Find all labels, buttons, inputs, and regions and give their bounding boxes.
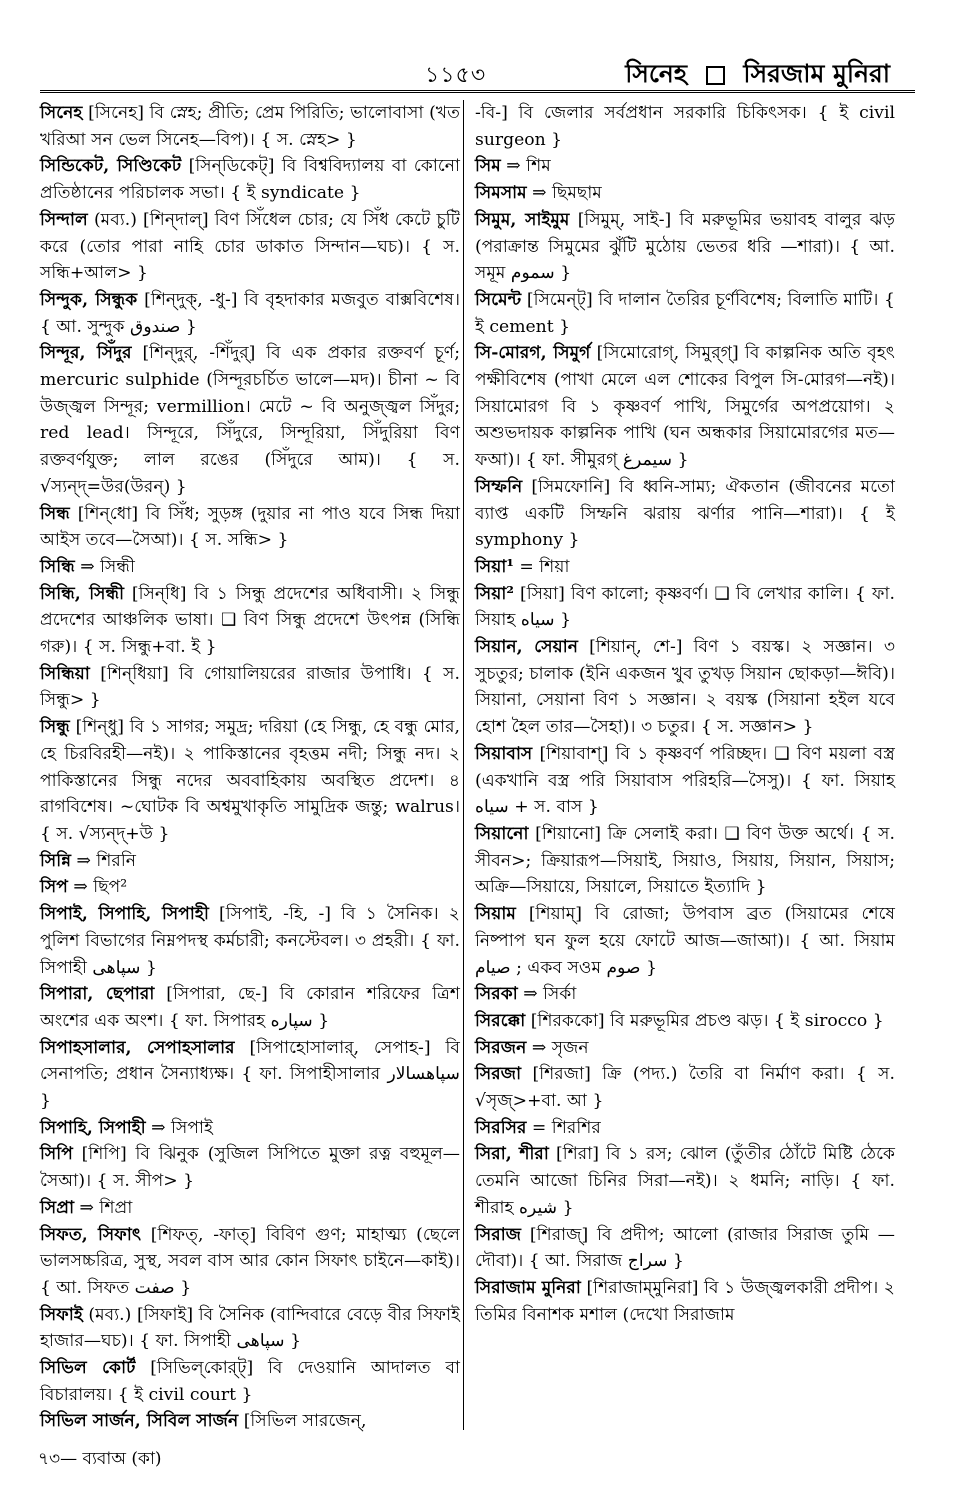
dictionary-entry bbox=[40, 153, 460, 206]
entry-definition: ⇒ সির্কা bbox=[517, 984, 577, 1005]
dictionary-entry bbox=[40, 1115, 460, 1142]
entry-definition: [শিরজা] ক্রি (পদ্য.) তৈরি বা নির্মাণ করা। { স. √সৃজ্>+বা. আ } bbox=[475, 1064, 895, 1112]
entry-definition: [সিয়া] বিণ কালো; কৃষ্ণবর্ণ। ❑ বি লেখার কালি। { ফা. সিয়াহ سیاه } bbox=[475, 583, 895, 631]
entry-headword: সিমসাম bbox=[475, 183, 527, 204]
dictionary-entry bbox=[475, 634, 895, 741]
entry-definition: (মব্য.) [শিন্‌দাল্] বিণ সিঁধেল চোর; যে সিঁধ কেটে চুটি করে (তোর পারা নাহি চোর ডাকাত সিন্দান—ঘচ)। { স. সন্ধি+আল> } bbox=[40, 209, 460, 284]
entry-headword: সিন্ডিকেট, সিণ্ডিকেট bbox=[40, 156, 182, 177]
entry-definition: [সিন্‌ধি] বি ১ সিন্ধু প্রদেশের অধিবাসী। ২ সিন্ধু প্রদেশের আঞ্চলিক ভাষা। ❑ বিণ সিন্ধু প্রদেশে উৎপন্ন (সিন্ধি গরু)। { স. সিন্ধু+বা. ই } bbox=[40, 583, 460, 658]
entry-headword: সিরসির bbox=[475, 1117, 527, 1138]
entry-definition: -বি-] বি জেলার সর্বপ্রধান সরকারি চিকিৎসক। { ই civil surgeon } bbox=[475, 103, 895, 150]
entry-definition: [শিরককো] বি মরুভূমির প্রচণ্ড ঝড়। { ই sirocco } bbox=[525, 1010, 884, 1031]
entry-definition: [শিন্‌দুক্, -ধু-] বি বৃহদাকার মজবুত বাক্সবিশেষ। { আ. সুন্দুক صندوق } bbox=[40, 289, 460, 337]
dictionary-entry bbox=[40, 1141, 460, 1194]
header-rule bbox=[40, 90, 915, 93]
dictionary-entry bbox=[475, 741, 895, 821]
entry-definition: [শিন্‌ধু] বি ১ সাগর; সমুদ্র; দরিয়া (হে সিন্ধু, হে বন্ধু মোর, হে চিরবিরহী—নই)। ২ পাকিস্তানের বৃহত্তম নদী; সিন্ধু নদ। ২ পাকিস্তানের সিন্ধু নদের অববাহিকায় অবস্থিত প্রদেশ। ৪ রাগবিশেষ। ~ঘোটক বি অশ্বমুখাকৃতি সামুদ্রিক জন্তু; walrus। { স. √স্যন্দ্‌+উ } bbox=[40, 717, 460, 844]
dictionary-entry bbox=[40, 340, 460, 500]
dictionary-entry bbox=[40, 207, 460, 287]
entry-definition: [শিন্‌ধো] বি সিঁধ; সুড়ঙ্গ (দুয়ার না পাও যবে সিন্ধ দিয়া আইস তবে—সৈআ)। { স. সন্ধি> } bbox=[40, 503, 460, 551]
entry-headword: সিপারা, ছেপারা bbox=[40, 984, 155, 1005]
entry-headword: সিয়ান, সেয়ান bbox=[475, 637, 578, 658]
entry-definition: [শিন্‌ধিয়া] বি গোয়ালিয়রের রাজার উপাধি। { স. সিন্ধু> } bbox=[40, 663, 460, 711]
page-number: ১১৫৩ bbox=[425, 63, 487, 88]
entry-headword: সিপি bbox=[40, 1144, 73, 1165]
entry-headword: সিম্ফনি bbox=[475, 476, 523, 497]
entry-definition: ⇒ সিন্ধী bbox=[74, 556, 135, 577]
entry-definition: ⇒ ছিমছাম bbox=[526, 183, 602, 204]
entry-headword: সিমেন্ট bbox=[475, 289, 522, 310]
dictionary-entry bbox=[40, 874, 460, 901]
entry-definition: [শিয়াম্] বি রোজা; উপবাস ব্রত (সিয়ামের শেষে নিষ্পাপ ঘন ফুল হয়ে ফোটে আজ—জাআ)। { আ. সিয়াম صيام ; একব সওম صوم } bbox=[475, 904, 895, 978]
dictionary-entry bbox=[475, 153, 895, 180]
entry-definition: [শিয়াবাশ্] বি ১ কৃষ্ণবর্ণ পরিচ্ছদ। ❑ বিণ ময়লা বস্ত্র (একখানি বস্ত্র পরি সিয়াবাস পরিহরি—সৈসু)। { ফা. সিয়াহ سیاه + স. বাস } bbox=[475, 743, 895, 818]
dictionary-entry bbox=[475, 981, 895, 1008]
dictionary-entry bbox=[40, 501, 460, 554]
entry-headword: সিপ্রা bbox=[40, 1197, 75, 1218]
entry-definition: [শিরাজাম্‌মুনিরা] বি ১ উজ্জ্বলকারী প্রদীপ। ২ তিমির বিনাশক মশাল (দেখো সিরাজাম bbox=[475, 1277, 895, 1325]
entry-definition: [শিয়ানো] ক্রি সেলাই করা। ❑ বিণ উক্ত অর্থে। { স. সীবন>; ক্রিয়ারূপ—সিয়াই, সিয়াও, সিয়ায়, সিয়ান, সিয়াস; অক্রি—সিয়ায়ে, সিয়ালে, সিয়াতে ইত্যাদি } bbox=[475, 823, 895, 898]
entry-definition: ⇒ সিপাই bbox=[145, 1117, 213, 1138]
entry-definition: [শিয়ান্, শে-] বিণ ১ বয়স্ক। ২ সজ্ঞান। ৩ সুচতুর; চালাক (ইনি একজন খুব তুখড় সিয়ান ছোকড়া—ঈবি)। সিয়ানা, সেয়ানা বিণ ১ সজ্ঞান। ২ বয়স্ক (সিয়ানা হইল যবে হোশ হৈল তার—সৈহা)। ৩ চতুর। { স. সজ্ঞান> } bbox=[475, 637, 895, 738]
dictionary-entry bbox=[40, 981, 460, 1034]
entry-headword: সিম bbox=[475, 156, 501, 177]
entry-headword: সিন্ধিয়া bbox=[40, 663, 90, 684]
dictionary-entry bbox=[40, 1355, 460, 1408]
entry-definition: [সিপাই, -হি, -] বি ১ সৈনিক। ২ পুলিশ বিভাগের নিম্নপদস্থ কর্মচারী; কনস্টেবল। ৩ প্রহরী। { ফা. সিপাহী سپاهی } bbox=[40, 904, 460, 978]
entry-definition: [শিরা] বি ১ রস; ঝোল (তুঁতীর ঠোঁটে মিষ্টি ঠেকে তেমনি আজো চিনির সিরা—নই)। ২ ধমনি; নাড়ি। { ফা. শীরাহ شیره } bbox=[475, 1144, 896, 1218]
entry-definition: = শিরশির bbox=[526, 1117, 601, 1138]
entry-definition: [সিমুম্, সাই-] বি মরুভূমির ভয়াবহ বালুর ঝড় (পরাক্রান্ত সিমুমের ঝুঁটি মুঠোয় ভেতর ধরি —শারা)। { আ. সমূম سموم } bbox=[475, 209, 895, 284]
dictionary-entry bbox=[40, 287, 460, 340]
dictionary-entry bbox=[475, 1222, 895, 1275]
entry-definition: [সিভিল সারজেন্, bbox=[238, 1411, 367, 1432]
dictionary-entry bbox=[475, 1141, 895, 1221]
dictionary-entry bbox=[475, 180, 895, 207]
dictionary-entry bbox=[475, 1008, 895, 1035]
entry-headword: সিভিল সার্জন, সিবিল সার্জন bbox=[40, 1411, 239, 1432]
page-header bbox=[0, 40, 960, 96]
dictionary-entry bbox=[475, 340, 895, 474]
entry-headword: সিরাজ bbox=[475, 1224, 522, 1245]
dictionary-entry bbox=[40, 848, 460, 875]
entry-headword: সিয়ানো bbox=[475, 823, 529, 844]
dictionary-entry bbox=[475, 1035, 895, 1062]
entry-headword: সিন্ধি bbox=[40, 556, 75, 577]
dictionary-entry bbox=[475, 287, 895, 340]
entry-definition: (মব্য.) [সিফাই] বি সৈনিক (বান্দিবারে বেড়ে বীর সিফাই হাজার—ঘচ)। { ফা. সিপাহী سپاهی } bbox=[40, 1304, 460, 1352]
entry-headword: সিমুম, সাইমুম bbox=[475, 209, 570, 230]
dictionary-entry bbox=[475, 554, 895, 581]
entry-headword: সিরা, শীরা bbox=[475, 1144, 549, 1165]
dictionary-entry bbox=[475, 474, 895, 554]
entry-headword: সিপ bbox=[40, 877, 68, 898]
dictionary-entry bbox=[40, 1195, 460, 1222]
entry-headword: সিয়াম bbox=[475, 904, 516, 925]
entry-headword: সিরাজাম মুনিরা bbox=[475, 1277, 581, 1298]
entry-definition: [সিমেন্‌ট্] বি দালান তৈরির চূর্ণবিশেষ; বিলাতি মাটি। { ই cement } bbox=[475, 289, 895, 337]
entry-definition: ⇒ ছিপ² bbox=[67, 877, 128, 898]
entry-definition: [শিপি] বি ঝিনুক (সুজিল সিপিতে মুক্তা রত্ন বহুমূল—সৈআ)। { স. সীপ> } bbox=[40, 1144, 460, 1192]
entry-headword: সিফাই bbox=[40, 1304, 83, 1325]
entry-definition: ⇒ শিপ্রা bbox=[74, 1197, 133, 1218]
entry-definition: [শিফত্, -ফাত্] বিবিণ গুণ; মাহাত্ম্য (ছেলে ভালসচ্চরিত্র, সুস্থ, সবল বাস আর কোন সিফাৎ চাইনে—কাই)। { আ. সিফত صفت } bbox=[40, 1224, 460, 1298]
dictionary-entry bbox=[40, 554, 460, 581]
entry-headword: সি-মোরগ, সিমুর্গ bbox=[475, 343, 591, 364]
column-divider bbox=[463, 100, 464, 1430]
entry-definition: [সিপারা, ছে-] বি কোরান শরিফের ত্রিশ অংশের এক অংশ। { ফা. সিপারহ سپاره } bbox=[40, 984, 460, 1031]
right-column bbox=[475, 100, 895, 1328]
dictionary-entry bbox=[475, 581, 895, 634]
entry-definition: [সিভিল্‌কোর্‌ট্] বি দেওয়ানি আদালত বা বিচারালয়। { ই civil court } bbox=[40, 1358, 460, 1405]
dictionary-entry bbox=[475, 901, 895, 981]
entry-definition: [সিন্‌ডিকেট্] বি বিশ্ববিদ্যালয় বা কোনো প্রতিষ্ঠানের পরিচালক সভা। { ই syndicate } bbox=[40, 156, 461, 204]
dictionary-entry bbox=[475, 1275, 895, 1328]
entry-definition: [সিমফোনি] বি ধ্বনি-সাম্য; ঐকতান (জীবনের মতো ব্যাপ্ত একটি সিম্ফনি ঝরায় ঝর্ণার পানি—শারা)। { ই symphony } bbox=[475, 476, 895, 551]
dictionary-entry bbox=[475, 1061, 895, 1114]
guide-word-first: সিনেহ bbox=[625, 59, 687, 88]
guide-word-last: সিরজাম মুনিরা bbox=[743, 59, 890, 88]
entry-headword: সিন্দুক, সিন্ধুক bbox=[40, 289, 138, 310]
entry-definition: ⇒ শিম bbox=[500, 156, 551, 177]
dictionary-entry bbox=[40, 581, 460, 661]
entry-headword: সিভিল কোর্ট bbox=[40, 1358, 136, 1379]
dictionary-entry bbox=[40, 1302, 460, 1355]
dictionary-entry bbox=[40, 714, 460, 848]
left-column bbox=[40, 100, 460, 1435]
entry-headword: সিপাই, সিপাহি, সিপাহী bbox=[40, 904, 209, 925]
dictionary-entry bbox=[475, 100, 895, 153]
dictionary-entry bbox=[40, 100, 460, 153]
entry-definition: ⇒ শিরনি bbox=[71, 850, 137, 871]
footer-signature: ৭৩— ব্যবাঅ (কা) bbox=[38, 1449, 162, 1469]
entry-headword: সিয়া² bbox=[475, 583, 514, 604]
dictionary-entry bbox=[475, 821, 895, 901]
entry-definition: [শিরাজ্] বি প্রদীপ; আলো (রাজার সিরাজ তুমি —দৌবা)। { আ. সিরাজ سراج } bbox=[475, 1224, 895, 1272]
entry-definition: ⇒ সৃজন bbox=[526, 1037, 589, 1058]
dictionary-entry bbox=[40, 1222, 460, 1302]
dictionary-entry bbox=[475, 207, 895, 287]
dictionary-entry bbox=[40, 661, 460, 714]
entry-headword: সিরজা bbox=[475, 1064, 522, 1085]
entry-headword: সিন্ধি, সিন্ধী bbox=[40, 583, 125, 604]
entry-headword: সিন্দাল bbox=[40, 209, 88, 230]
entry-headword: সিফত, সিফাৎ bbox=[40, 1224, 142, 1245]
entry-headword: সিন্ধ bbox=[40, 503, 70, 524]
entry-headword: সিয়াবাস bbox=[475, 743, 533, 764]
entry-headword: সিরকা bbox=[475, 984, 518, 1005]
entry-headword: সিন্নি bbox=[40, 850, 72, 871]
entry-headword: সিপাহসালার, সেপাহসালার bbox=[40, 1037, 235, 1058]
entry-definition: [সিনেহ] বি স্নেহ; প্রীতি; প্রেম পিরিতি; ভালোবাসা (খত খরিআ সন ভেল সিনেহ—বিপ)। { স. স্নেহ> } bbox=[40, 103, 460, 150]
dictionary-entry bbox=[40, 1035, 460, 1115]
entry-headword: সিয়া¹ bbox=[475, 556, 514, 577]
dictionary-entry bbox=[40, 901, 460, 981]
entry-headword: সিন্ধু bbox=[40, 717, 70, 738]
dictionary-entry bbox=[40, 1408, 460, 1435]
entry-definition: [সিমোরোগ্, সিমুর্‌গ্] বি কাল্পনিক অতি বৃহৎ পক্ষীবিশেষ (পাখা মেলে এল শোকের বিপুল সি-মোরগ—নই)। সিয়ামোরগ বি ১ কৃষ্ণবর্ণ পাখি, সিমুর্গের অপপ্রয়োগ। ২ অশুভদায়ক কাল্পনিক পাখি (ঘন অন্ধকার সিয়ামোরগের মত—ফআ)। { ফা. সীমুরগ্‌ سیمرغ } bbox=[475, 343, 895, 471]
entry-definition: = শিয়া bbox=[513, 556, 570, 577]
entry-headword: সিরক্কো bbox=[475, 1010, 526, 1031]
entry-headword: সিনেহ bbox=[40, 103, 83, 123]
entry-headword: সিন্দূর, সিঁদুর bbox=[40, 343, 132, 364]
square-separator-icon bbox=[706, 66, 725, 85]
entry-headword: সিরজন bbox=[475, 1037, 527, 1058]
entry-definition: [শিন্‌দুর্, -শিঁদুর্] বি এক প্রকার রক্তবর্ণ চূর্ণ; mercuric sulphide (সিন্দূরচর্চিত ভালে—মদ)। চীনা ~ বি উজ্জ্বল সিন্দূর; vermillion। মেটে ~ বি অনুজ্জ্বল সিঁদুর; red lead। সিন্দূরে, সিঁদুরে, সিন্দূরিয়া, সিঁদুরিয়া বিণ রক্তবর্ণযুক্ত; লাল রঙের (সিঁদুরে আম)। { স. √স্যন্দ্‌=উর(উরন্) } bbox=[40, 343, 460, 497]
entry-definition: [সিপাহোসালার্, সেপাহ-] বি সেনাপতি; প্রধান সৈন্যাধ্যক্ষ। { ফা. সিপাহীসালার سپاهسالار } bbox=[40, 1037, 460, 1112]
entry-headword: সিপাহি, সিপাহী bbox=[40, 1117, 146, 1138]
dictionary-entry bbox=[475, 1115, 895, 1142]
